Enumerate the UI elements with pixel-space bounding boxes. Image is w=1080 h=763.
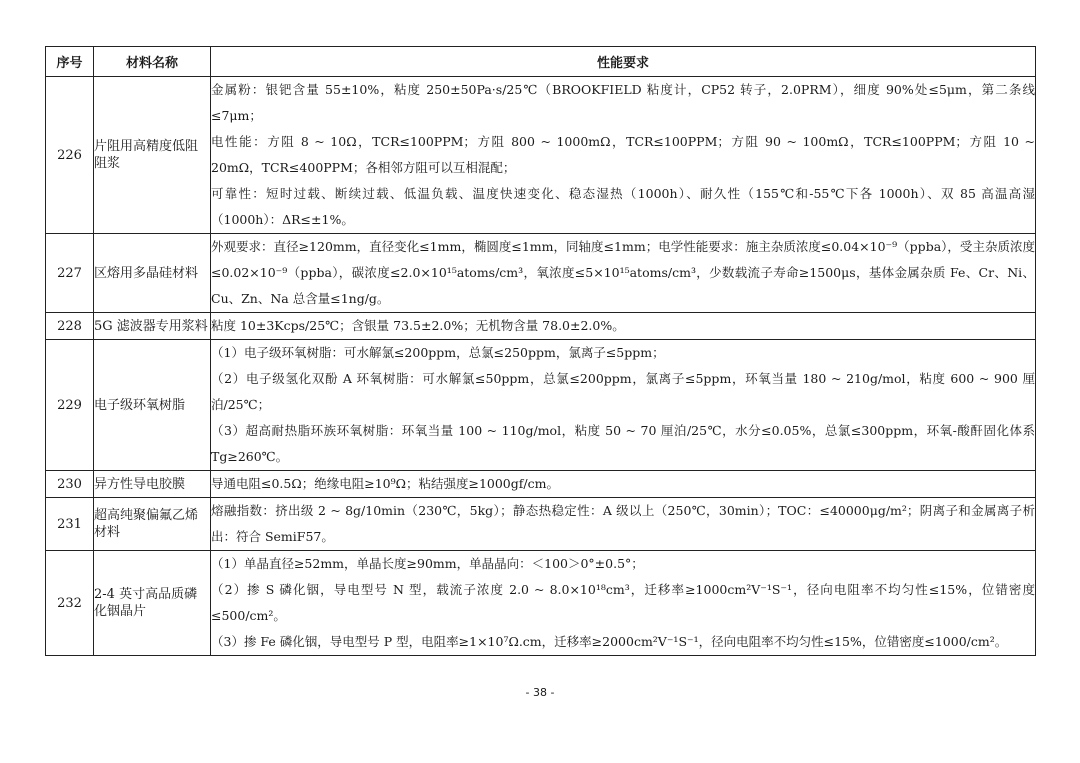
- requirement-line: 粘度 10±3Kcps/25℃；含银量 73.5±2.0%；无机物含量 78.0±2.0%。: [211, 318, 625, 333]
- requirement-line: （1）电子级环氧树脂：可水解氯≤200ppm，总氯≤250ppm，氯离子≤5ppm；: [211, 345, 665, 360]
- requirement-line: 外观要求：直径≥120mm，直径变化≤1mm，椭圆度≤1mm，同轴度≤1mm；电学性能要求：施主杂质浓度≤0.04×10⁻⁹（ppba），受主杂质浓度≤0.02×10⁻⁹（ppba），碳浓度≤2.0×10¹⁵atoms/cm³，氧浓度≤5×10¹⁵atoms/cm³，少数载流子寿命≥1500μs，基体金属杂质 Fe、Cr、Ni、Cu、Zn、Na 总含量≤1ng/g。: [211, 239, 1035, 306]
- requirement-line: 金属粉：银钯含量 55±10%，粘度 250±50Pa·s/25℃（BROOKFIELD 粘度计，CP52 转子，2.0PRM），细度 90%处≤5μm，第二条线≤7μm；: [211, 82, 1035, 123]
- header-serial: 序号: [46, 47, 94, 77]
- requirements-cell: [211, 498, 1036, 551]
- table-header-row: [46, 47, 1036, 77]
- requirement-line: （2）电子级氢化双酚 A 环氧树脂：可水解氯≤50ppm，总氯≤200ppm，氯离子≤5ppm，环氧当量 180 ~ 210g/mol，粘度 600 ~ 900 厘泊/25℃；: [211, 371, 1035, 412]
- row-number: 229: [46, 340, 94, 471]
- material-name: 片阻用高精度低阻阻浆: [94, 77, 211, 234]
- material-name: 异方性导电胶膜: [94, 471, 211, 498]
- table-row: [46, 498, 1036, 551]
- page-number: - 38 -: [525, 686, 555, 699]
- material-name: 2-4 英寸高品质磷化铟晶片: [94, 551, 211, 656]
- requirement-line: （2）掺 S 磷化铟，导电型号 N 型，载流子浓度 2.0 ~ 8.0×10¹⁸cm³，迁移率≥1000cm²V⁻¹S⁻¹，径向电阻率不均匀性≤15%，位错密度≤500/cm²。: [211, 582, 1035, 623]
- requirement-line: 电性能：方阻 8 ~ 10Ω，TCR≤100PPM；方阻 800 ~ 1000mΩ，TCR≤100PPM；方阻 90 ~ 100mΩ，TCR≤100PPM；方阻 10 ~ 20mΩ，TCR≤400PPM；各相邻方阻可以互相混配；: [211, 134, 1035, 175]
- row-number: 230: [46, 471, 94, 498]
- requirements-cell: [211, 234, 1036, 313]
- row-number: 231: [46, 498, 94, 551]
- material-name: 电子级环氧树脂: [94, 340, 211, 471]
- requirement-line: （3）掺 Fe 磷化铟，导电型号 P 型，电阻率≥1×10⁷Ω.cm，迁移率≥2000cm²V⁻¹S⁻¹，径向电阻率不均匀性≤15%，位错密度≤1000/cm²。: [211, 634, 1008, 649]
- table-row: [46, 471, 1036, 498]
- spec-table: [45, 46, 1036, 656]
- table-row: [46, 340, 1036, 471]
- header-material-name: 材料名称: [94, 47, 211, 77]
- row-number: 232: [46, 551, 94, 656]
- table-row: [46, 77, 1036, 234]
- requirements-cell: [211, 313, 1036, 340]
- requirement-line: 导通电阻≤0.5Ω；绝缘电阻≥10⁹Ω；粘结强度≥1000gf/cm。: [211, 476, 559, 491]
- requirements-cell: [211, 551, 1036, 656]
- row-number: 226: [46, 77, 94, 234]
- header-requirements: 性能要求: [211, 47, 1036, 77]
- material-name: 5G 滤波器专用浆料: [94, 313, 211, 340]
- requirements-cell: [211, 77, 1036, 234]
- table-row: [46, 551, 1036, 656]
- table-row: [46, 234, 1036, 313]
- requirement-line: （3）超高耐热脂环族环氧树脂：环氧当量 100 ~ 110g/mol，粘度 50 ~ 70 厘泊/25℃，水分≤0.05%，总氯≤300ppm，环氧-酸酐固化体系 Tg≥260℃。: [211, 423, 1035, 464]
- requirement-line: 可靠性：短时过载、断续过载、低温负载、温度快速变化、稳态湿热（1000h）、耐久性（155℃和-55℃下各 1000h）、双 85 高温高湿（1000h）：ΔR≤±1%。: [211, 186, 1035, 227]
- requirement-line: （1）单晶直径≥52mm，单晶长度≥90mm，单晶晶向：＜100＞0°±0.5°；: [211, 556, 644, 571]
- table-row: [46, 313, 1036, 340]
- requirements-cell: [211, 471, 1036, 498]
- row-number: 227: [46, 234, 94, 313]
- requirement-line: 熔融指数：挤出级 2 ~ 8g/10min（230℃，5kg）；静态热稳定性：A 级以上（250℃，30min）；TOC：≤40000μg/m²；阴离子和金属离子析出：符合 SemiF57。: [211, 503, 1035, 544]
- material-name: 超高纯聚偏氟乙烯材料: [94, 498, 211, 551]
- row-number: 228: [46, 313, 94, 340]
- requirements-cell: [211, 340, 1036, 471]
- material-name: 区熔用多晶硅材料: [94, 234, 211, 313]
